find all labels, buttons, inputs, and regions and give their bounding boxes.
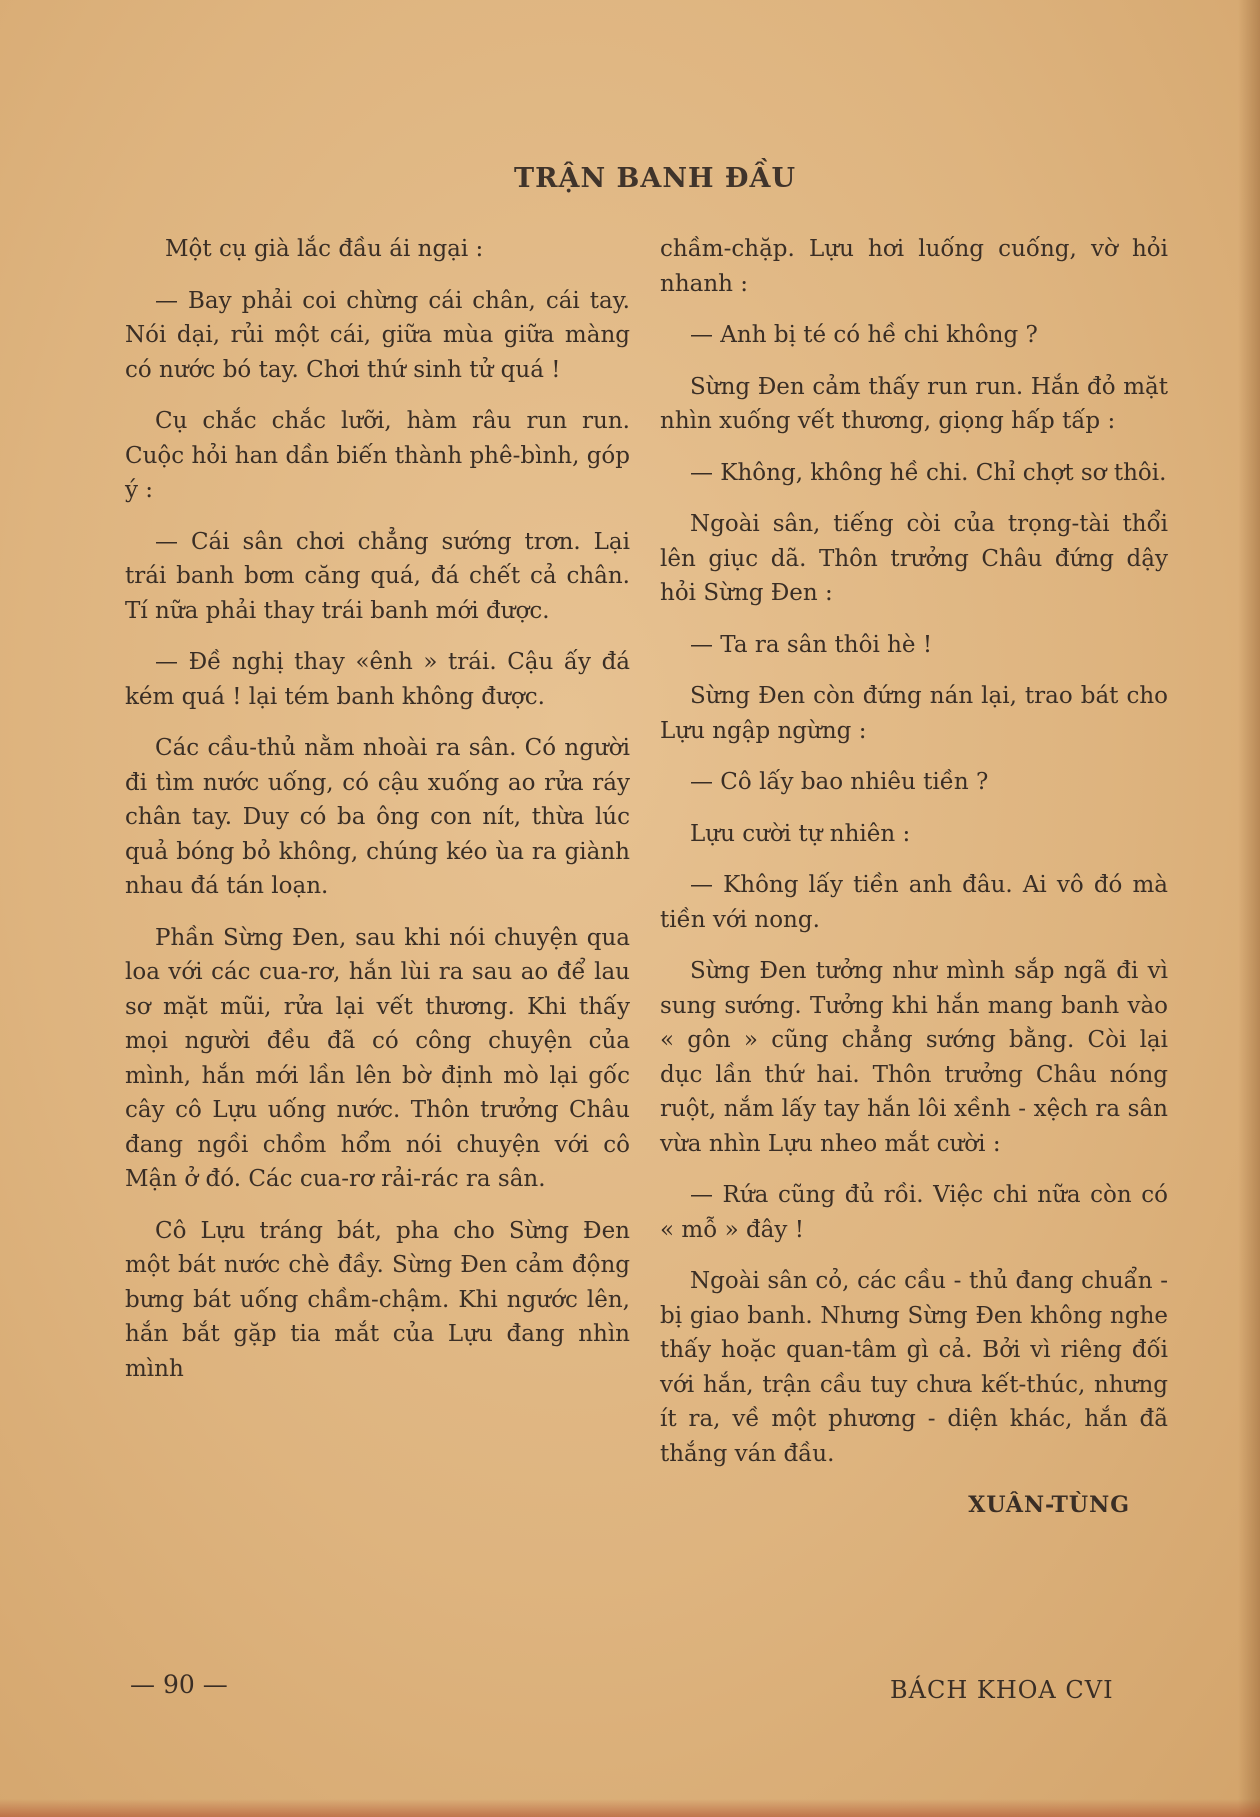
paragraph: — Cái sân chơi chẳng sướng trơn. Lại trái banh bơm căng quá, đá chết cả chân. Tí nữa phải thay trái banh mới được. [125, 528, 630, 624]
page-edge-shadow [1238, 0, 1260, 1817]
paragraph: — Đề nghị thay «ênh » trái. Cậu ấy đá kém quá ! lại tém banh không được. [125, 649, 630, 710]
paragraph: Sừng Đen còn đứng nán lại, trao bát cho Lựu ngập ngừng : [660, 683, 1168, 744]
paragraph: Phần Sừng Đen, sau khi nói chuyện qua loa với các cua-rơ, hắn lùi ra sau ao để lau sơ mặt mũi, rửa lại vết thương. Khi thấy mọi người đều đã có công chuyện của mình, hắn mới lần lên bờ định mò lại gốc cây cô Lựu uống nước. Thôn trưởng Châu đang ngồi chồm hổm nói chuyện với cô Mận ở đó. Các cua-rơ rải-rác ra sân. [125, 924, 630, 1192]
paragraph: — Ta ra sân thôi hè ! [690, 631, 933, 658]
paragraph: — Cô lấy bao nhiêu tiền ? [690, 769, 989, 795]
paragraph: — Không, không hề chi. Chỉ chợt sơ thôi. [690, 459, 1167, 486]
left-column [125, 232, 630, 1403]
paragraph: Lựu cười tự nhiên : [690, 820, 911, 847]
page-number: — 90 — [130, 1670, 228, 1699]
paragraph: Ngoài sân, tiếng còi của trọng-tài thổi lên giục dã. Thôn trưởng Châu đứng dậy hỏi Sừng Đen : [660, 511, 1168, 606]
paragraph: Sừng Đen tưởng như mình sắp ngã đi vì sung sướng. Tưởng khi hắn mang banh vào « gôn » cũng chẳng sướng bằng. Còi lại dục lần thứ hai. Thôn trưởng Châu nóng ruột, nắm lấy tay hắn lôi xềnh - xệch ra sân vừa nhìn Lựu nheo mắt cười : [660, 958, 1168, 1157]
publication-name: BÁCH KHOA CVI [890, 1676, 1114, 1704]
paragraph: Một cụ già lắc đầu ái ngại : [165, 236, 484, 262]
author-byline: XUÂN-TÙNG [968, 1492, 1130, 1518]
paragraph: Cô Lựu tráng bát, pha cho Sừng Đen một bát nước chè đầy. Sừng Đen cảm động bưng bát uống chầm-chậm. Khi ngước lên, hắn bắt gặp tia mắt của Lựu đang nhìn mình [125, 1217, 630, 1382]
running-title: TRẬN BANH ĐẦU [513, 163, 796, 194]
paragraph: chầm-chặp. Lựu hơi luống cuống, vờ hỏi nhanh : [660, 236, 1168, 297]
paragraph: — Rứa cũng đủ rồi. Việc chi nữa còn có « mỗ » đây ! [660, 1182, 1168, 1243]
paragraph: Ngoài sân cỏ, các cầu - thủ đang chuẩn - bị giao banh. Nhưng Sừng Đen không nghe thấy hoặc quan-tâm gì cả. Bởi vì riêng đối với hắn, trận cầu tuy chưa kết-thúc, nhưng ít ra, về một phương - diện khác, hắn đã thắng ván đầu. [660, 1268, 1168, 1467]
paragraph: Các cầu-thủ nằm nhoài ra sân. Có người đi tìm nước uống, có cậu xuống ao rửa ráy chân tay. Duy có ba ông con nít, thừa lúc quả bóng bỏ không, chúng kéo ùa ra giành nhau đá tán loạn. [125, 735, 630, 899]
paragraph: — Không lấy tiền anh đâu. Ai vô đó mà tiền với nong. [660, 872, 1168, 933]
paragraph: Sừng Đen cảm thấy run run. Hắn đỏ mặt nhìn xuống vết thương, giọng hấp tấp : [660, 373, 1168, 434]
right-column [660, 232, 1168, 1523]
paragraph: — Bay phải coi chừng cái chân, cái tay. Nói dại, rủi một cái, giữa mùa giữa màng có nước bó tay. Chơi thứ sinh tử quá ! [125, 287, 630, 383]
paragraph: — Anh bị té có hề chi không ? [690, 322, 1038, 348]
paragraph: Cụ chắc chắc lưỡi, hàm râu run run. Cuộc hỏi han dần biến thành phê-bình, góp ý : [125, 408, 630, 503]
page-edge-bottom [0, 1799, 1260, 1817]
